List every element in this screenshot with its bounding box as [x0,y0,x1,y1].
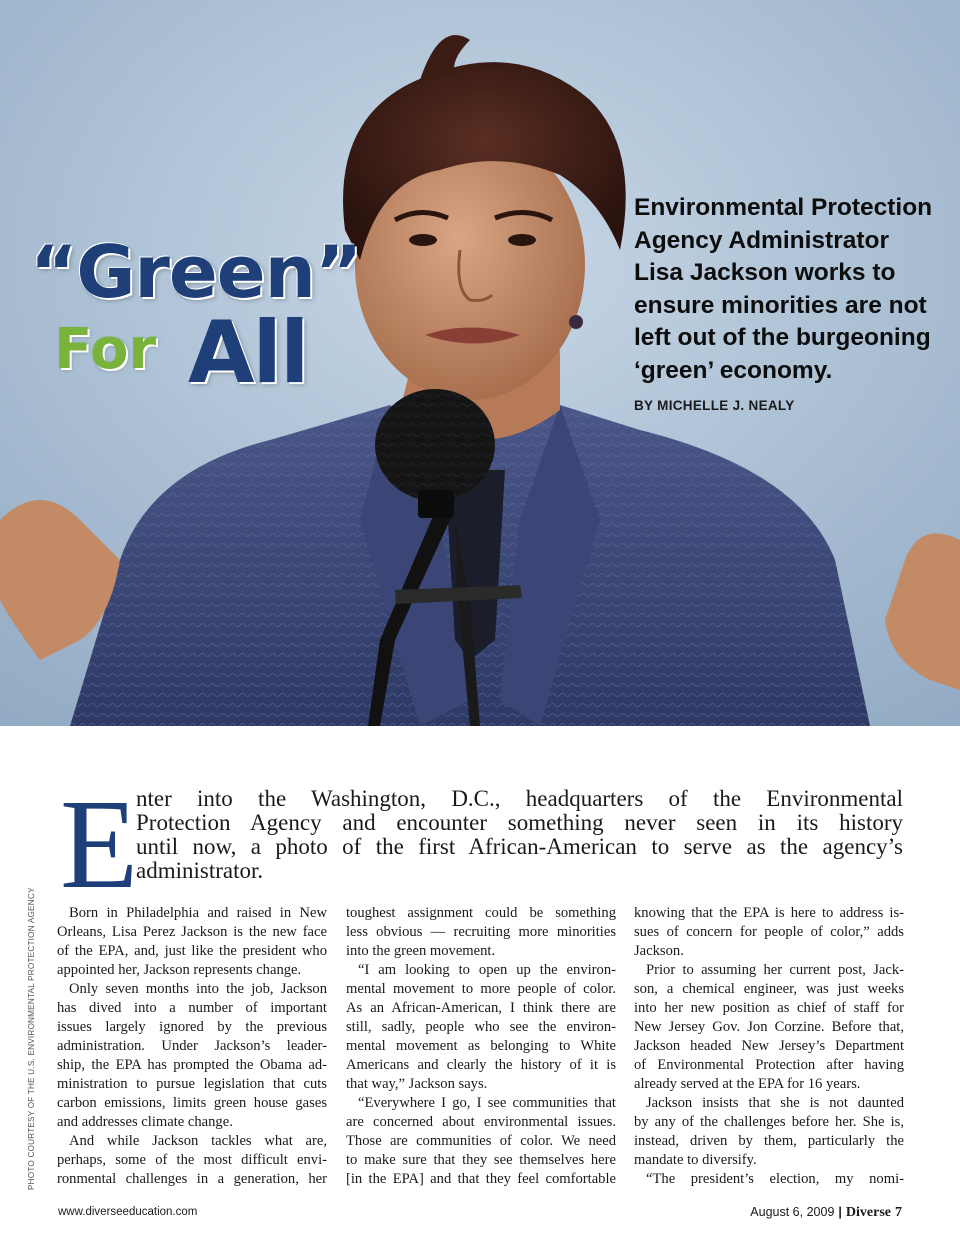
text-line: ministration to pursue legislation that cuts [57,1076,327,1092]
lead-line: administrator. [136,858,264,883]
lead-paragraph [136,787,903,883]
text-line: sues of concern for people of color,” adds [634,924,904,940]
text-line: son, a chemical engineer, was just weeks [634,981,904,997]
text-line: Jackson headed New Jersey’s Department [634,1038,904,1054]
text-line: still, sadly, people who see the environ- [346,1019,616,1035]
text-line: mental movement to more people of color. [346,981,616,997]
text-line: Jackson. [634,943,684,959]
footer-folio [750,1205,902,1221]
text-line: Only seven months into the job, Jackson [69,981,327,997]
text-line: into the green movement. [346,943,496,959]
text-line: mandate to diversify. [634,1152,757,1168]
text-line: Born in Philadelphia and raised in New [69,905,327,921]
text-line: Prior to assuming her current post, Jack- [646,962,904,978]
text-line: “I am looking to open up the environ- [358,962,616,978]
text-line: Jackson insists that she is not daunted [646,1095,904,1111]
headline-for: For [54,317,157,382]
text-line: Orleans, Lisa Perez Jackson is the new face [57,924,327,940]
text-line: ship, the EPA has prompted the Obama ad- [57,1057,327,1073]
deck-text: Environmental Protection Agency Administrator Lisa Jackson works to ensure minorities are not left out of the burgeoning ‘green’ economy. [634,194,933,384]
text-line: New Jersey Gov. Jon Corzine. Before that, [634,1019,904,1035]
text-line: toughest assignment could be something [346,905,616,921]
footer-url[interactable]: www.diverseeducation.com [58,1206,198,1218]
text-line: less obvious — recruiting more minorities [346,924,616,940]
text-line: already served at the EPA for 16 years. [634,1076,861,1092]
text-line: As an African-American, I think there are [346,1000,616,1016]
text-line: of the EPA, and, just like the president who [57,943,327,959]
body-column-2 [346,904,616,1189]
text-line: are concerned about environmental issues. [346,1114,616,1130]
text-line: instead, driven by them, particularly the [634,1133,904,1149]
byline: BY MICHELLE J. NEALY [634,398,795,413]
footer-date: August 6, 2009 [750,1205,835,1219]
body-column-1 [57,904,327,1189]
drop-cap: E [60,773,139,915]
text-line: knowing that the EPA is here to address is- [634,905,904,921]
text-line: that way,” Jackson says. [346,1076,488,1092]
headline-green: “Green” [30,230,362,314]
lead-line: Protection Agency and encounter something never seen in its history [136,810,903,835]
text-line: mental movement as belonging to White [346,1038,616,1054]
text-line: issues largely ignored by the previous [57,1019,327,1035]
text-line: Those are communities of color. We need [346,1133,616,1149]
text-line: And while Jackson tackles what are, [69,1133,327,1149]
text-line: into her new position as chief of staff for [634,1000,904,1016]
text-line: “Everywhere I go, I see communities that [358,1095,616,1111]
text-line: to make sure that they see themselves here [346,1152,616,1168]
body-column-3 [634,904,904,1189]
photo-credit: PHOTO COURTESY OF THE U.S. ENVIRONMENTAL PROTECTION AGENCY [27,887,36,1190]
text-line: and addresses climate change. [57,1114,233,1130]
text-line: has dived into a number of important [57,1000,327,1016]
text-line: appointed her, Jackson represents change. [57,962,302,978]
text-line: by any of the challenges before her. She is, [634,1114,904,1130]
footer-magazine: Diverse [845,1205,891,1220]
text-line: Americans and clearly the history of it is [346,1057,616,1073]
text-line: of Environmental Protection after having [634,1057,904,1073]
text-line: administration. Under Jackson’s leader- [57,1038,327,1054]
lead-line: nter into the Washington, D.C., headquarters of the Environmental [136,786,903,811]
text-line: [in the EPA] and that they feel comfortable [346,1171,616,1187]
headline [30,230,390,426]
footer-separator: | [838,1205,842,1219]
text-line: carbon emissions, limits green house gases [57,1095,327,1111]
lead-line: until now, a photo of the first African-American to serve as the agency’s [136,834,903,859]
text-line: ronmental challenges in a generation, her [57,1171,327,1187]
headline-all: All [188,303,308,403]
text-line: perhaps, some of the most difficult envi- [57,1152,327,1168]
page-number: 7 [895,1205,902,1220]
text-line: “The president’s election, my nomi- [646,1171,904,1187]
